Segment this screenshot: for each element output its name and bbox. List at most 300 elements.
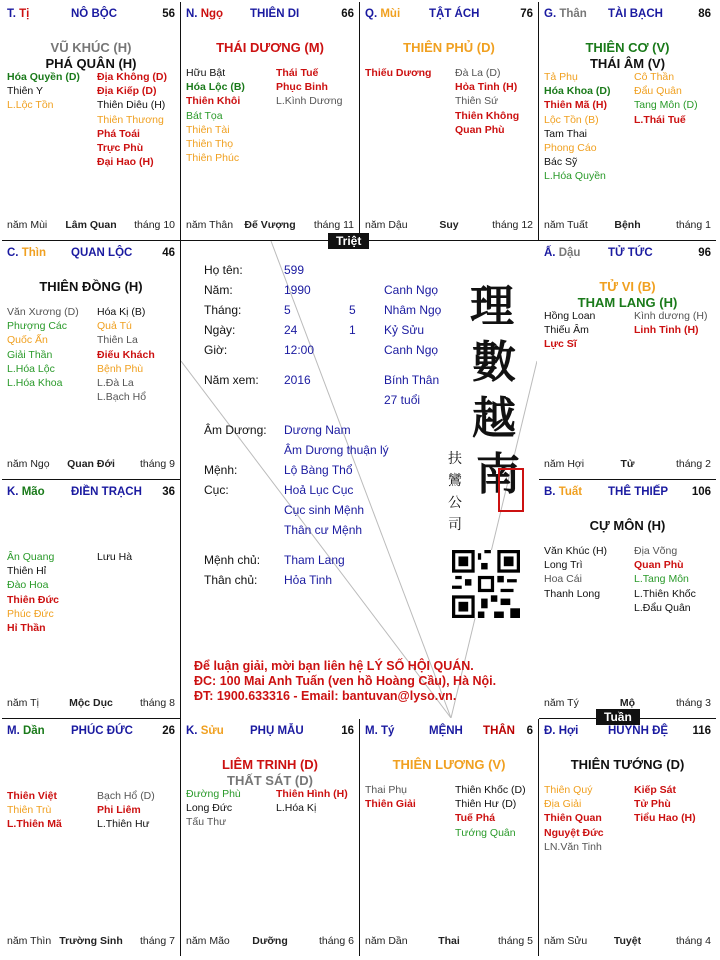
star: Thiên Khốc (D) bbox=[455, 784, 526, 796]
main-stars bbox=[543, 40, 712, 72]
palace-year: năm Sửu bbox=[544, 935, 588, 947]
star: Thiên Trù bbox=[7, 804, 52, 817]
palace-number: 16 bbox=[341, 725, 354, 737]
star: Quan Phù bbox=[455, 123, 505, 136]
star: Long Đức bbox=[186, 802, 233, 815]
palace-chi: Sửu bbox=[200, 725, 224, 737]
palace-chi: Thân bbox=[559, 8, 587, 20]
palace-month: tháng 10 bbox=[134, 219, 175, 231]
left-stars bbox=[544, 70, 611, 184]
palace-year: năm Mùi bbox=[7, 219, 48, 231]
logo-char-2: 數 bbox=[472, 337, 516, 388]
palace-thin[interactable] bbox=[2, 241, 181, 480]
palace-dau[interactable] bbox=[539, 241, 716, 480]
menh-label: Mệnh: bbox=[204, 463, 238, 477]
right-stars bbox=[276, 787, 348, 815]
palace-ngo[interactable] bbox=[181, 2, 360, 241]
palace-number: 116 bbox=[692, 725, 711, 737]
left-stars bbox=[7, 305, 79, 390]
minor-stars bbox=[7, 305, 176, 445]
star: Linh Tinh (H) bbox=[634, 324, 699, 337]
am-duong-label: Âm Dương: bbox=[204, 423, 267, 437]
main-star: VŨ KHÚC (H) bbox=[50, 40, 132, 55]
star: Đào Hoa bbox=[7, 579, 49, 592]
main-star: THÁI ÂM (V) bbox=[589, 56, 666, 71]
right-stars bbox=[97, 550, 132, 564]
star: Tuế Phá bbox=[455, 812, 496, 825]
logo-char-1: 理 bbox=[470, 281, 514, 332]
palace-footer bbox=[365, 935, 533, 949]
left-stars bbox=[544, 309, 595, 352]
contact-line-2: ĐC: 100 Mai Anh Tuấn (ven hồ Hoàng Cầu), Hà Nội. bbox=[194, 674, 497, 688]
logo-char-4: 南 bbox=[476, 449, 520, 500]
view-canchi: Bính Thân bbox=[384, 373, 440, 387]
palace-number: 96 bbox=[698, 247, 711, 259]
palace-chi: Tị bbox=[19, 8, 30, 20]
star: Địa Giải bbox=[544, 798, 582, 811]
birth-lunar: 1 bbox=[349, 323, 356, 337]
left-stars bbox=[7, 550, 59, 635]
palace-number: 86 bbox=[698, 8, 711, 20]
star: Lực Sĩ bbox=[544, 338, 577, 351]
left-stars bbox=[7, 789, 62, 832]
birth-info bbox=[204, 260, 464, 440]
palace-chi: Ngọ bbox=[200, 8, 224, 20]
main-star: THIÊN TƯỚNG (D) bbox=[570, 757, 685, 772]
palace-month: tháng 5 bbox=[497, 935, 533, 947]
star: Phượng Các bbox=[7, 320, 68, 333]
contact-info bbox=[194, 659, 496, 704]
star: Đại Hao (H) bbox=[97, 156, 154, 169]
palace-year: năm Thân bbox=[186, 219, 234, 231]
birth-row bbox=[204, 320, 464, 340]
palace-year: năm Mão bbox=[186, 935, 230, 947]
palace-chi: Mão bbox=[21, 486, 45, 498]
palace-month: tháng 8 bbox=[139, 697, 175, 709]
palace-chi: Dần bbox=[22, 725, 45, 737]
main-stars bbox=[364, 40, 534, 56]
am-duong-2: Âm Dương thuận lý bbox=[284, 443, 389, 457]
life-phase: Đế Vượng bbox=[244, 219, 296, 231]
view-year-label: Năm xem: bbox=[204, 373, 259, 387]
birth-label: Họ tên: bbox=[204, 263, 243, 277]
tuan-banner: Tuần bbox=[596, 709, 640, 725]
right-stars bbox=[634, 70, 698, 127]
star: Lưu Hà bbox=[97, 551, 133, 563]
right-stars bbox=[97, 305, 155, 404]
star: Hữu Bật bbox=[186, 67, 226, 79]
minor-stars bbox=[544, 309, 712, 449]
star: Quan Phù bbox=[634, 559, 684, 572]
palace-footer bbox=[186, 935, 354, 949]
star: Phi Liêm bbox=[97, 804, 141, 817]
palace-year: năm Hợi bbox=[544, 458, 585, 470]
cuc-value-1: Hoả Lục Cục bbox=[284, 483, 354, 497]
star: Quốc Ấn bbox=[7, 334, 48, 347]
palace-number: 6 bbox=[526, 725, 533, 737]
right-stars bbox=[276, 66, 342, 109]
star: Điếu Khách bbox=[97, 348, 155, 361]
cuc-value-2: Cục sinh Mệnh bbox=[284, 503, 365, 517]
star: Ân Quang bbox=[7, 551, 55, 563]
right-stars bbox=[634, 544, 696, 615]
life-phase: Suy bbox=[439, 219, 459, 231]
minor-stars bbox=[186, 787, 355, 927]
birth-solar: 599 bbox=[284, 263, 305, 277]
star: Thiên Quý bbox=[544, 784, 593, 796]
star: Tướng Quân bbox=[455, 826, 516, 839]
palace-footer bbox=[544, 219, 711, 233]
palace-name: ĐIỀN TRẠCH bbox=[71, 486, 142, 498]
palace-month: tháng 1 bbox=[675, 219, 711, 231]
menh-chu-value: Tham Lang bbox=[284, 553, 345, 567]
star: Hồng Loan bbox=[544, 310, 596, 322]
birth-row bbox=[204, 300, 464, 320]
star: Thiên Hình (H) bbox=[276, 788, 348, 800]
palace-header bbox=[544, 8, 711, 24]
star: L.Thiên Mã bbox=[7, 818, 62, 831]
main-stars bbox=[364, 757, 534, 773]
star: Quả Tú bbox=[97, 320, 132, 333]
star: L.Hóa Khoa bbox=[7, 377, 63, 390]
star: L.Lộc Tồn bbox=[7, 99, 54, 112]
palace-name: NÔ BỘC bbox=[71, 8, 117, 20]
birth-row bbox=[204, 340, 464, 360]
triet-banner: Triệt bbox=[328, 233, 369, 249]
palace-header bbox=[365, 725, 533, 741]
star: Hóa Khoa (D) bbox=[544, 85, 611, 98]
left-stars bbox=[365, 783, 416, 811]
birth-canchi: Canh Ngọ bbox=[384, 343, 439, 357]
birth-row bbox=[204, 280, 464, 300]
birth-solar: 1990 bbox=[284, 283, 311, 297]
palace-month: tháng 12 bbox=[492, 219, 533, 231]
palace-chi: Thìn bbox=[21, 247, 46, 259]
palace-tuat[interactable] bbox=[539, 480, 716, 719]
birth-canchi: Kỷ Sửu bbox=[384, 323, 425, 337]
palace-header bbox=[544, 247, 711, 263]
star: Văn Xương (D) bbox=[7, 306, 79, 318]
palace-hoi[interactable] bbox=[539, 719, 716, 956]
palace-can: M. bbox=[365, 725, 378, 737]
palace-number: 46 bbox=[162, 247, 175, 259]
palace-chi: Mùi bbox=[380, 8, 401, 20]
main-stars bbox=[543, 518, 712, 534]
palace-month: tháng 11 bbox=[313, 219, 354, 231]
palace-number: 56 bbox=[162, 8, 175, 20]
main-stars bbox=[6, 279, 176, 295]
star: Thái Tuế bbox=[276, 67, 319, 79]
palace-footer bbox=[7, 219, 175, 233]
star: L.Hóa Lộc bbox=[7, 362, 55, 375]
star: Phúc Đức bbox=[7, 607, 54, 620]
left-stars bbox=[186, 66, 245, 165]
main-star: THAM LANG (H) bbox=[577, 295, 678, 310]
palace-footer bbox=[186, 219, 354, 233]
logo-char-3: 越 bbox=[472, 393, 516, 444]
star: Thiên Phúc bbox=[186, 152, 240, 165]
palace-header bbox=[7, 486, 175, 502]
star: Bạch Hổ (D) bbox=[97, 790, 155, 802]
minor-stars bbox=[365, 66, 534, 206]
palace-can: T. bbox=[7, 8, 16, 20]
birth-label: Giờ: bbox=[204, 343, 228, 357]
palace-can: G. bbox=[544, 8, 557, 20]
palace-month: tháng 3 bbox=[675, 697, 711, 709]
star: L.Tang Môn bbox=[634, 573, 689, 586]
main-stars bbox=[543, 757, 712, 773]
palace-footer bbox=[544, 458, 711, 472]
palace-name: PHÚC ĐỨC bbox=[71, 725, 133, 737]
right-stars bbox=[634, 309, 707, 337]
minor-stars bbox=[7, 70, 176, 210]
main-star: LIÊM TRINH (D) bbox=[221, 757, 319, 772]
star: Hóa Quyền (D) bbox=[7, 71, 80, 83]
palace-can: Ấ. bbox=[544, 247, 556, 259]
life-phase: Mộ bbox=[619, 697, 636, 709]
star: Thiên Diêu (H) bbox=[97, 99, 166, 112]
star: Giải Thần bbox=[7, 348, 53, 361]
star: Thiên Thọ bbox=[186, 138, 234, 151]
birth-solar: 12:00 bbox=[284, 343, 315, 357]
star: L.Thiên Khốc bbox=[634, 587, 696, 600]
age: 27 tuổi bbox=[384, 393, 421, 407]
palace-number: 36 bbox=[162, 486, 175, 498]
view-year: 2016 bbox=[284, 373, 311, 387]
palace-chi: Hợi bbox=[558, 725, 579, 737]
star: Hóa Lộc (B) bbox=[186, 81, 245, 94]
left-stars bbox=[544, 783, 604, 854]
star: Hóa Kị (B) bbox=[97, 306, 146, 318]
star: Văn Khúc (H) bbox=[544, 545, 608, 557]
minor-stars bbox=[544, 70, 712, 210]
palace-mui[interactable] bbox=[360, 2, 539, 241]
palace-header bbox=[7, 247, 175, 263]
palace-number: 106 bbox=[691, 486, 711, 498]
left-stars bbox=[7, 70, 80, 113]
life-phase: Dưỡng bbox=[252, 935, 288, 947]
star: Phục Binh bbox=[276, 81, 328, 94]
palace-name: THIÊN DI bbox=[250, 8, 300, 20]
star: Thiên Mã (H) bbox=[544, 99, 607, 112]
main-star: THẤT SÁT (D) bbox=[227, 773, 313, 788]
life-phase: Mộc Dục bbox=[69, 697, 113, 709]
minor-stars bbox=[7, 789, 176, 929]
palace-ty2[interactable] bbox=[360, 719, 539, 956]
birth-label: Ngày: bbox=[204, 323, 236, 337]
right-stars bbox=[97, 70, 167, 169]
main-stars bbox=[185, 757, 355, 789]
right-stars bbox=[455, 66, 519, 137]
palace-name: HUYNH ĐỆ bbox=[608, 725, 669, 737]
than-tag: THÂN bbox=[483, 725, 515, 737]
life-phase: Tuyệt bbox=[613, 935, 642, 947]
palace-month: tháng 2 bbox=[675, 458, 711, 470]
palace-month: tháng 7 bbox=[139, 935, 175, 947]
palace-header bbox=[544, 486, 711, 502]
star: LN.Văn Tinh bbox=[544, 840, 602, 853]
star: Địa Không (D) bbox=[97, 71, 167, 83]
star: Thiên Quan bbox=[544, 812, 602, 825]
calligraphy-logo bbox=[470, 270, 530, 540]
star: Trực Phù bbox=[97, 142, 144, 155]
star: Thai Phụ bbox=[365, 784, 408, 796]
star: Đẩu Quân bbox=[634, 85, 682, 98]
star: L.Thiên Hư bbox=[97, 818, 150, 831]
palace-mao[interactable] bbox=[2, 480, 181, 719]
star: Cô Thần bbox=[634, 71, 675, 83]
life-phase: Lâm Quan bbox=[65, 219, 117, 231]
palace-chi: Dậu bbox=[558, 247, 581, 259]
star: L.Hóa Quyền bbox=[544, 170, 606, 183]
main-stars bbox=[543, 279, 712, 311]
star: Thiên Hỉ bbox=[7, 565, 47, 578]
palace-ty[interactable] bbox=[2, 2, 181, 241]
palace-chi: Tý bbox=[380, 725, 395, 737]
contact-line-3: ĐT: 1900.633316 - Email: bantuvan@lyso.vn. bbox=[194, 689, 457, 703]
palace-can: N. bbox=[186, 8, 198, 20]
birth-solar: 5 bbox=[284, 303, 291, 317]
star: Thiên La bbox=[97, 334, 138, 347]
contact-line-1: Để luận giải, mời bạn liên hệ LÝ SỐ HỘI QUÁN. bbox=[194, 659, 474, 673]
star: Bác Sỹ bbox=[544, 156, 578, 169]
birth-row bbox=[204, 260, 464, 280]
palace-chi: Tuất bbox=[558, 486, 583, 498]
star: L.Kình Dương bbox=[276, 95, 343, 108]
main-star: CỰ MÔN (H) bbox=[589, 518, 666, 533]
main-stars bbox=[6, 40, 176, 72]
star: Thiên Y bbox=[7, 85, 43, 98]
star: Thiên Không bbox=[455, 109, 520, 122]
palace-header bbox=[544, 725, 711, 741]
minor-stars bbox=[544, 783, 712, 923]
palace-footer bbox=[7, 935, 175, 949]
star: Tiểu Hao (H) bbox=[634, 812, 696, 825]
palace-year: năm Thìn bbox=[7, 935, 52, 947]
palace-can: B. bbox=[544, 486, 556, 498]
palace-number: 66 bbox=[341, 8, 354, 20]
palace-year: năm Tý bbox=[544, 697, 579, 709]
star: Tang Môn (D) bbox=[634, 99, 698, 112]
birth-label: Năm: bbox=[204, 283, 233, 297]
main-star: TỬ VI (B) bbox=[599, 279, 656, 294]
star: Kình dương (H) bbox=[634, 310, 708, 322]
birth-canchi: Nhâm Ngọ bbox=[384, 303, 442, 317]
star: Thanh Long bbox=[544, 587, 601, 600]
palace-year: năm Dần bbox=[365, 935, 408, 947]
palace-number: 26 bbox=[162, 725, 175, 737]
palace-year: năm Dậu bbox=[365, 219, 408, 231]
minor-stars bbox=[365, 783, 534, 923]
birth-label: Tháng: bbox=[204, 303, 242, 317]
left-stars bbox=[544, 544, 607, 601]
minor-stars bbox=[186, 66, 355, 206]
palace-month: tháng 6 bbox=[318, 935, 354, 947]
main-stars bbox=[185, 40, 355, 56]
birth-canchi: Canh Ngọ bbox=[384, 283, 439, 297]
palace-than[interactable] bbox=[539, 2, 716, 241]
minor-stars bbox=[544, 544, 712, 684]
main-star: PHÁ QUÂN (H) bbox=[45, 56, 137, 71]
star: Phá Toái bbox=[97, 127, 140, 140]
main-star: THIÊN LƯƠNG (V) bbox=[392, 757, 506, 772]
star: Thiên Khôi bbox=[186, 95, 241, 108]
life-phase: Tử bbox=[620, 458, 635, 470]
life-phase: Thai bbox=[438, 935, 460, 947]
palace-footer bbox=[7, 458, 175, 472]
left-stars bbox=[365, 66, 431, 80]
palace-month: tháng 9 bbox=[139, 458, 175, 470]
palace-month: tháng 4 bbox=[675, 935, 711, 947]
destiny-info bbox=[204, 420, 464, 590]
palace-suu[interactable] bbox=[181, 719, 360, 956]
life-phase: Trường Sinh bbox=[59, 935, 123, 947]
star: Lộc Tồn (B) bbox=[544, 113, 599, 126]
star: L.Đà La bbox=[97, 377, 134, 390]
am-duong-1: Dương Nam bbox=[284, 423, 351, 437]
palace-name: THÊ THIẾP bbox=[608, 486, 669, 498]
star: Nguyệt Đức bbox=[544, 826, 604, 839]
star: Thiên Tài bbox=[186, 123, 230, 136]
right-stars bbox=[634, 783, 696, 826]
star: Thiên Giải bbox=[365, 798, 416, 811]
star: L.Bạch Hổ bbox=[97, 391, 147, 404]
star: Thiếu Dương bbox=[365, 67, 432, 79]
star: L.Hóa Kị bbox=[276, 802, 317, 815]
star: Đà La (D) bbox=[455, 67, 501, 79]
palace-dan[interactable] bbox=[2, 719, 181, 956]
star: Hỉ Thần bbox=[7, 622, 46, 635]
palace-can: Đ. bbox=[544, 725, 556, 737]
star: L.Đẩu Quân bbox=[634, 601, 691, 614]
birth-lunar: 5 bbox=[349, 303, 356, 317]
star: Tấu Thư bbox=[186, 816, 227, 829]
star: L.Thái Tuế bbox=[634, 113, 686, 126]
palace-number: 76 bbox=[520, 8, 533, 20]
palace-header bbox=[365, 8, 533, 24]
palace-footer bbox=[544, 935, 711, 949]
star: Tam Thai bbox=[544, 127, 587, 140]
star: Địa Võng bbox=[634, 545, 678, 557]
star: Đường Phù bbox=[186, 788, 241, 800]
main-star: THÁI DƯƠNG (M) bbox=[216, 40, 324, 55]
menh-value: Lộ Bàng Thổ bbox=[284, 463, 353, 477]
palace-name: PHỤ MẪU bbox=[250, 725, 304, 737]
palace-name: TÀI BẠCH bbox=[608, 8, 663, 20]
palace-name: MỆNH bbox=[429, 725, 463, 737]
palace-year: năm Tuất bbox=[544, 219, 588, 231]
palace-header bbox=[186, 725, 354, 741]
star: Thiên Đức bbox=[7, 593, 59, 606]
right-stars bbox=[97, 789, 155, 832]
palace-can: K. bbox=[186, 725, 198, 737]
than-chu-value: Hỏa Tinh bbox=[284, 573, 333, 587]
star: Tử Phù bbox=[634, 798, 671, 811]
star: Phong Cáo bbox=[544, 142, 597, 155]
palace-year: năm Ngọ bbox=[7, 458, 50, 470]
palace-header bbox=[7, 725, 175, 741]
qr-code[interactable] bbox=[452, 550, 520, 618]
palace-name: TẬT ÁCH bbox=[429, 8, 480, 20]
palace-name: QUAN LỘC bbox=[71, 247, 133, 259]
palace-name: TỬ TỨC bbox=[608, 247, 653, 259]
cuc-label: Cục: bbox=[204, 483, 229, 497]
star: Thiên Hư (D) bbox=[455, 798, 517, 811]
life-phase: Bệnh bbox=[614, 219, 641, 231]
birth-solar: 24 bbox=[284, 323, 298, 337]
star: Bát Tọa bbox=[186, 109, 223, 122]
palace-header bbox=[186, 8, 354, 24]
